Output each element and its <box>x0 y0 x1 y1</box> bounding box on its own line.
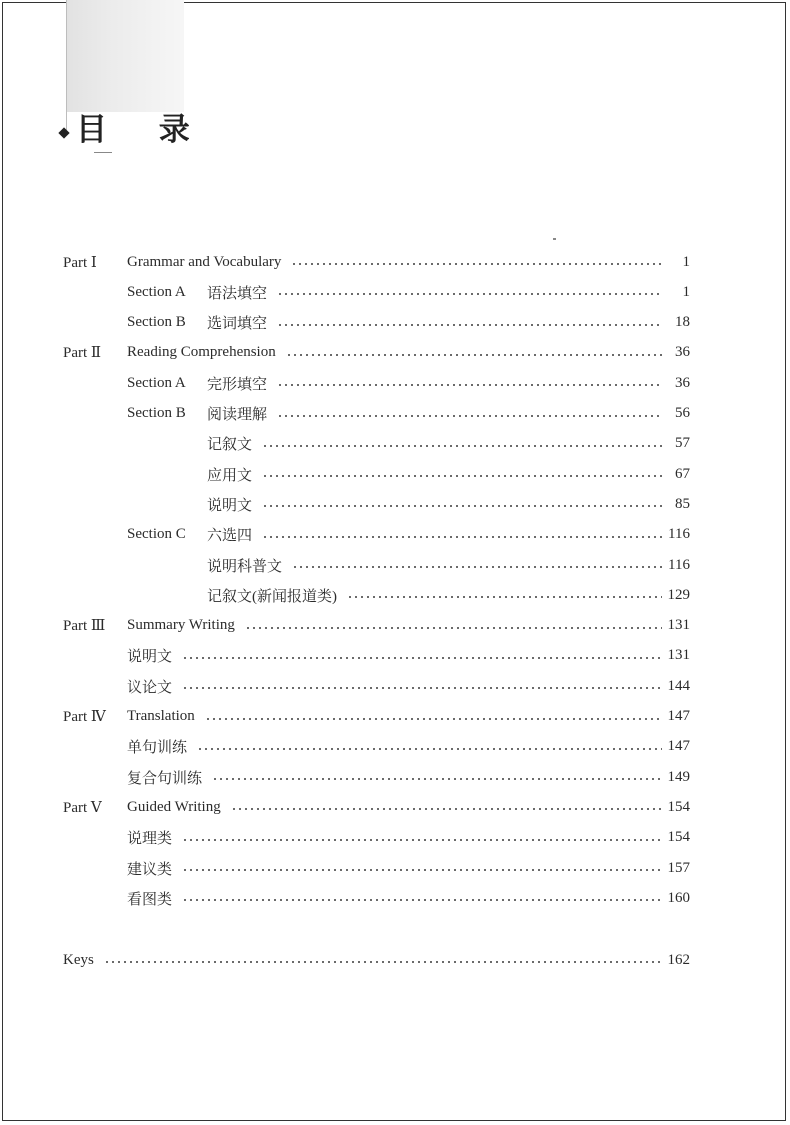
toc-label <box>63 616 235 635</box>
toc-entry-title: 阅读理解 <box>207 407 268 423</box>
toc-entry-title: Reading Comprehension <box>127 344 276 361</box>
header-band <box>66 0 184 112</box>
toc-page-number: 1 <box>682 283 690 300</box>
dot-leader <box>292 566 662 568</box>
toc-label <box>63 343 276 362</box>
toc-label <box>127 312 267 333</box>
toc-row[interactable] <box>127 399 690 429</box>
toc-page-number: 57 <box>675 435 690 452</box>
dot-leader <box>262 505 662 507</box>
toc-page-number: 154 <box>667 829 690 846</box>
dot-leader <box>277 415 662 417</box>
dot-leader <box>182 687 661 689</box>
toc-label <box>207 585 337 606</box>
toc-page-number: 36 <box>675 374 690 391</box>
scan-speck <box>553 238 556 240</box>
toc-section-label: Section A <box>127 374 186 391</box>
dot-leader <box>182 899 661 901</box>
scan-speck <box>94 152 112 153</box>
toc-entry-title: 说明科普文 <box>207 558 283 575</box>
toc-label <box>207 433 252 454</box>
toc-entry-title: 复合句训练 <box>127 770 203 787</box>
dot-leader <box>262 445 662 447</box>
toc-entry-title: 记叙文 <box>207 437 253 454</box>
dot-leader <box>262 475 662 477</box>
toc-row[interactable] <box>127 671 690 701</box>
toc-row[interactable] <box>207 580 690 610</box>
toc-label <box>63 952 94 969</box>
toc-entry-title: Translation <box>127 708 195 724</box>
toc-entry-title: 完形填空 <box>207 376 268 393</box>
toc-row[interactable] <box>127 853 690 883</box>
toc-page-number: 131 <box>667 617 690 634</box>
toc-entry-title: Guided Writing <box>127 798 221 815</box>
toc-label <box>127 282 267 303</box>
toc-label <box>63 707 195 726</box>
toc-section-label: Section A <box>127 283 186 300</box>
toc-entry-title: 应用文 <box>207 467 253 484</box>
toc-row[interactable] <box>127 762 690 792</box>
dot-leader <box>277 293 662 295</box>
toc-entry-title: Grammar and Vocabulary <box>127 253 282 270</box>
toc-row[interactable] <box>127 823 690 853</box>
toc-label <box>127 767 202 788</box>
toc-label <box>127 676 172 697</box>
toc-row[interactable] <box>63 611 690 641</box>
toc-label <box>127 736 187 757</box>
dot-leader <box>286 354 662 356</box>
toc-section-label: Section C <box>127 526 186 543</box>
toc-part-label: Part Ⅳ <box>63 709 106 725</box>
toc-page-number: 116 <box>668 526 690 543</box>
toc-page-number: 116 <box>668 556 690 573</box>
dot-leader <box>182 839 661 841</box>
toc-entry-title: 单句训练 <box>127 740 188 757</box>
toc-row[interactable] <box>127 732 690 762</box>
toc-entry-title: 建议类 <box>127 861 173 878</box>
toc-page-number: 56 <box>675 405 690 421</box>
dot-leader <box>104 961 662 963</box>
toc-label <box>127 827 172 848</box>
toc-row[interactable] <box>207 459 690 489</box>
diamond-bullet-icon <box>58 127 69 138</box>
toc-entry-title: 看图类 <box>127 891 173 908</box>
dot-leader <box>262 536 662 538</box>
dot-leader <box>182 869 661 871</box>
toc-entry-title: 说理类 <box>127 831 173 848</box>
toc-label <box>63 253 281 272</box>
dot-leader <box>182 657 661 659</box>
toc-page-number: 131 <box>667 647 690 664</box>
toc-label <box>127 888 172 909</box>
toc-page-number: 129 <box>667 586 690 603</box>
toc-row[interactable] <box>207 429 690 459</box>
toc-page-number: 147 <box>667 708 690 724</box>
dot-leader <box>291 263 662 265</box>
toc-row[interactable] <box>63 702 690 732</box>
toc-row[interactable] <box>127 277 690 307</box>
toc-entry-title: 说明文 <box>127 649 173 666</box>
toc-label <box>127 858 172 879</box>
toc-page-number: 157 <box>667 859 690 876</box>
toc-section-label: Section B <box>127 314 186 331</box>
toc-label <box>127 403 267 424</box>
toc-row[interactable] <box>63 338 690 368</box>
dot-leader <box>245 627 662 629</box>
toc-page-number: 147 <box>667 738 690 755</box>
toc-row[interactable] <box>207 550 690 580</box>
toc-row[interactable] <box>127 520 690 550</box>
toc-label <box>127 524 252 545</box>
dot-leader <box>277 384 662 386</box>
toc-part-label: Part Ⅴ <box>63 799 102 816</box>
toc-row[interactable] <box>127 641 690 671</box>
toc-entry-title: 选词填空 <box>207 316 268 333</box>
dot-leader <box>205 718 662 720</box>
toc-part-label: Part Ⅲ <box>63 618 106 635</box>
toc-page-number: 144 <box>667 677 690 694</box>
toc-page-number: 67 <box>675 465 690 482</box>
toc-part-label: Part Ⅱ <box>63 345 102 362</box>
toc-entry-title: 议论文 <box>127 679 173 696</box>
toc-label <box>207 555 282 576</box>
toc-page-number: 36 <box>675 344 690 361</box>
toc-entry-title: Summary Writing <box>127 617 235 634</box>
dot-leader <box>231 808 662 810</box>
toc-entry-title: 记叙文(新闻报道类) <box>207 588 337 605</box>
toc-entry-title: 语法填空 <box>207 285 268 302</box>
page-title <box>60 106 212 146</box>
toc-page-number: 154 <box>667 798 690 815</box>
toc-page-number: 85 <box>675 495 690 512</box>
toc-row[interactable] <box>127 368 690 398</box>
toc-row[interactable] <box>207 489 690 519</box>
page-title-text: 目 录 <box>76 111 212 147</box>
toc-label <box>207 494 252 515</box>
toc-part-label: Part Ⅰ <box>63 254 97 271</box>
toc-label <box>207 464 252 485</box>
toc-row[interactable] <box>127 308 690 338</box>
dot-leader <box>212 778 661 780</box>
toc-page-number: 1 <box>682 253 690 270</box>
toc-entry-title: 说明文 <box>207 497 253 514</box>
toc-page-number: 18 <box>675 314 690 331</box>
toc-page-number: 162 <box>667 951 690 968</box>
toc-entry-title: Keys <box>63 951 94 968</box>
toc-section-label: Section B <box>127 405 186 421</box>
toc-page-number: 160 <box>667 889 690 906</box>
toc-keys-row[interactable] <box>63 945 690 975</box>
dot-leader <box>197 748 661 750</box>
toc-label <box>127 373 267 394</box>
dot-leader <box>277 324 662 326</box>
toc-row[interactable] <box>127 883 690 913</box>
toc-label <box>127 645 172 666</box>
toc-label <box>63 798 221 817</box>
toc-entry-title: 六选四 <box>207 528 253 545</box>
toc-page-number: 149 <box>667 768 690 785</box>
toc-row[interactable] <box>63 792 690 822</box>
toc-row[interactable] <box>63 247 690 277</box>
dot-leader <box>347 596 662 598</box>
